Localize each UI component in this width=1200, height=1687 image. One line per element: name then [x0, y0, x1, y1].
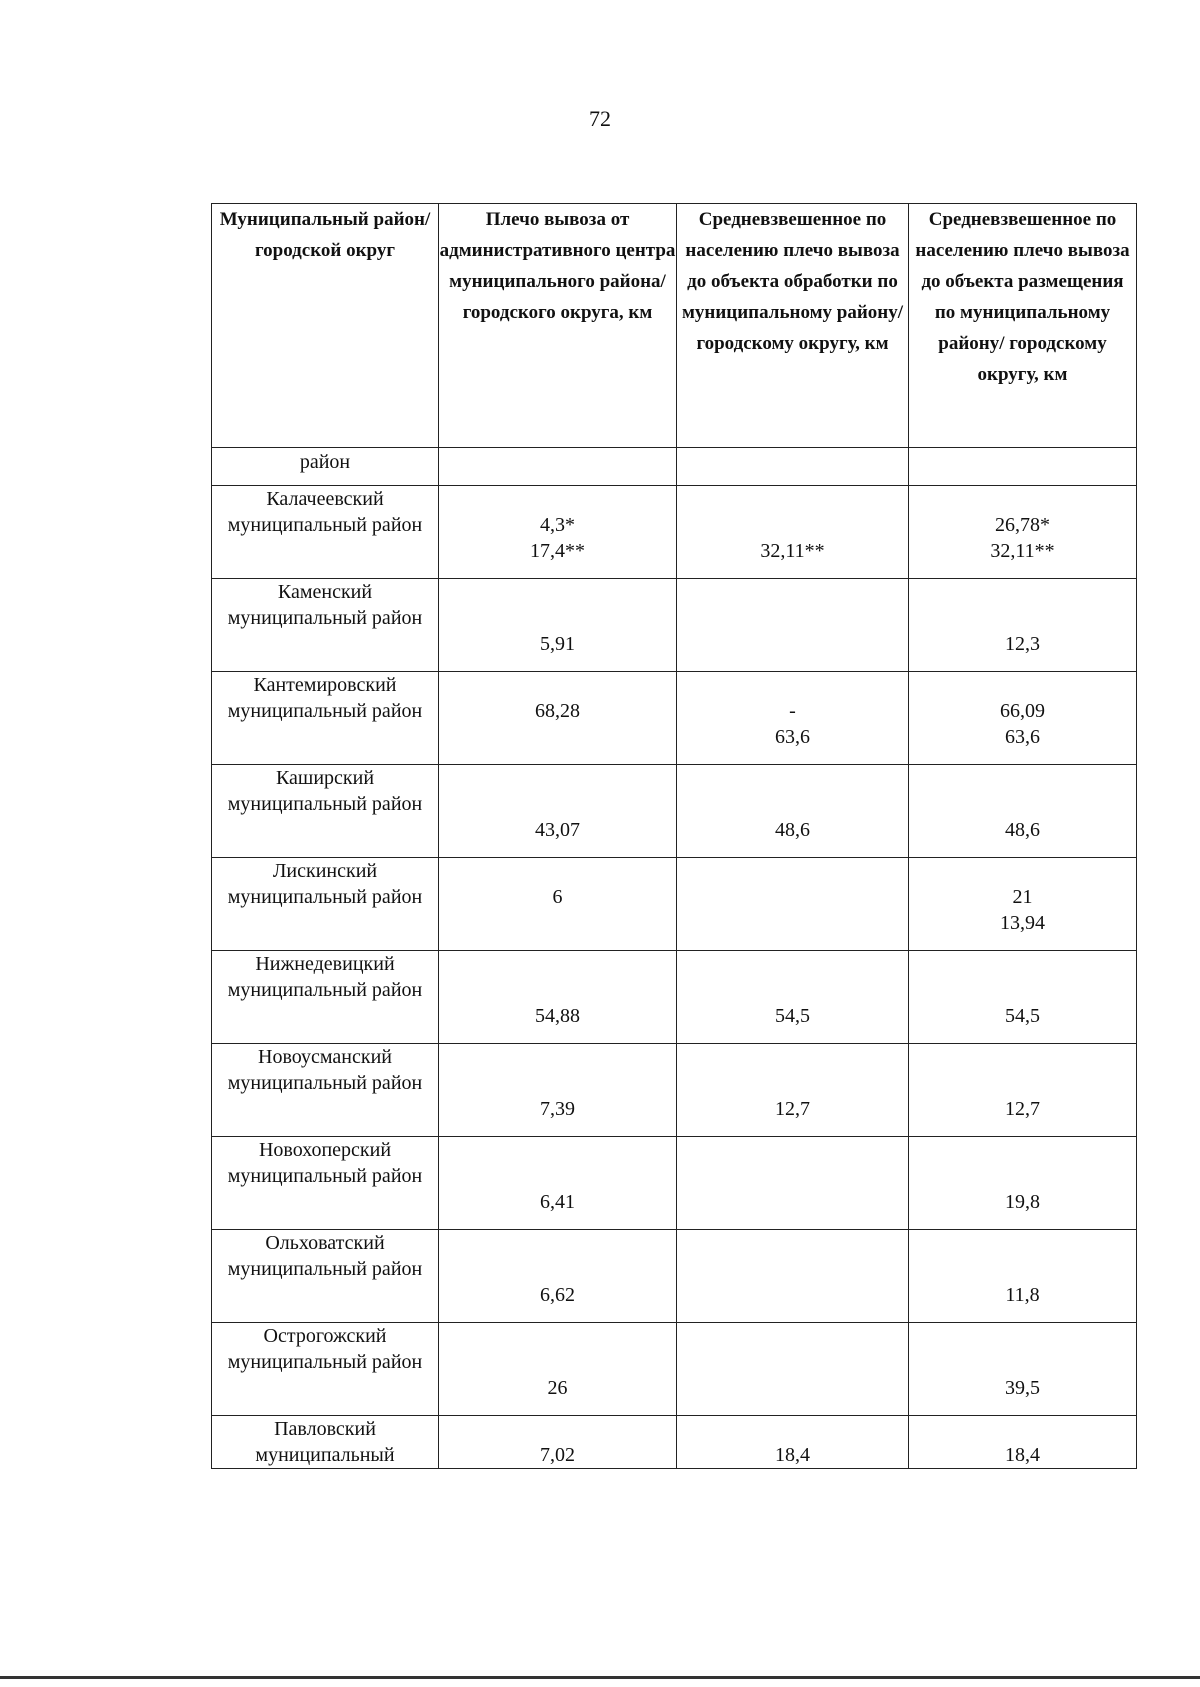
table-row [212, 1137, 1137, 1230]
processing-cell [677, 672, 909, 765]
table-row [212, 672, 1137, 765]
district-name: Лискинский муниципальный район [212, 858, 439, 951]
header-distance: Плечо вывоза от административного центра муниципального района/ городского округа, км [439, 204, 677, 448]
placement-cell [909, 1416, 1137, 1469]
processing-cell [677, 1230, 909, 1323]
distance-cell [439, 1416, 677, 1469]
table-row [212, 765, 1137, 858]
header-placement: Средневзвешенное по населению плечо вывоза до объекта размещения по муниципальному району/ городскому округу, км [909, 204, 1137, 448]
table-row [212, 579, 1137, 672]
processing-cell [677, 1416, 909, 1469]
distance-value: 26 [547, 1377, 568, 1399]
empty-cell [677, 448, 909, 486]
processing-cell [677, 858, 909, 951]
processing-value: 48,6 [775, 819, 810, 841]
district-name: Острогожский муниципальный район [212, 1323, 439, 1416]
placement-cell [909, 1323, 1137, 1416]
placement-cell [909, 951, 1137, 1044]
distance-value: 17,4** [530, 540, 585, 562]
distance-value: 6,62 [540, 1284, 575, 1306]
placement-cell [909, 672, 1137, 765]
distance-value: 4,3* [540, 514, 575, 536]
processing-cell [677, 1044, 909, 1137]
distance-cell [439, 1323, 677, 1416]
table-row [212, 1323, 1137, 1416]
processing-value: 54,5 [775, 1005, 810, 1027]
placement-cell [909, 858, 1137, 951]
table-row [212, 858, 1137, 951]
district-name: Новохоперский муниципальный район [212, 1137, 439, 1230]
placement-cell [909, 486, 1137, 579]
continuation-cell: район [212, 448, 439, 486]
distance-value: 7,02 [540, 1444, 575, 1466]
district-name: Новоусманский муниципальный район [212, 1044, 439, 1137]
distance-cell [439, 1044, 677, 1137]
distance-value: 7,39 [540, 1098, 575, 1120]
bottom-rule [0, 1676, 1200, 1679]
placement-value: 13,94 [1000, 912, 1045, 934]
processing-value: 18,4 [775, 1444, 810, 1466]
placement-value: 32,11** [990, 540, 1055, 562]
table-header-row [212, 204, 1137, 448]
table-row [212, 1416, 1137, 1469]
placement-value: 63,6 [1005, 726, 1040, 748]
empty-cell [439, 448, 677, 486]
placement-value: 11,8 [1005, 1284, 1040, 1306]
distance-cell [439, 951, 677, 1044]
distance-cell [439, 765, 677, 858]
placement-cell [909, 1230, 1137, 1323]
table-row [212, 486, 1137, 579]
distance-value: 5,91 [540, 633, 575, 655]
district-name: Ольховатский муниципальный район [212, 1230, 439, 1323]
processing-cell [677, 765, 909, 858]
distance-cell [439, 579, 677, 672]
placement-cell [909, 1137, 1137, 1230]
placement-value: 66,09 [1000, 700, 1045, 722]
distance-value: 6,41 [540, 1191, 575, 1213]
processing-value: 12,7 [775, 1098, 810, 1120]
placement-value: 19,8 [1005, 1191, 1040, 1213]
district-name: Кантемировский муниципальный район [212, 672, 439, 765]
processing-value: 32,11** [760, 540, 825, 562]
district-name: Павловский муниципальный [212, 1416, 439, 1469]
placement-value: 54,5 [1005, 1005, 1040, 1027]
table-row [212, 1230, 1137, 1323]
distance-value: 54,88 [535, 1005, 580, 1027]
placement-cell [909, 1044, 1137, 1137]
page-number: 72 [589, 106, 611, 131]
district-name: Каширский муниципальный район [212, 765, 439, 858]
placement-value: 21 [1012, 886, 1033, 908]
distance-cell [439, 486, 677, 579]
district-name: Каменский муниципальный район [212, 579, 439, 672]
processing-cell [677, 486, 909, 579]
processing-cell [677, 1323, 909, 1416]
distance-cell [439, 1230, 677, 1323]
distance-value: 43,07 [535, 819, 580, 841]
distance-cell [439, 672, 677, 765]
header-processing: Средневзвешенное по населению плечо вывоза до объекта обработки по муниципальному району/ городскому округу, км [677, 204, 909, 448]
placement-value: 12,3 [1005, 633, 1040, 655]
district-name: Калачеевский муниципальный район [212, 486, 439, 579]
placement-value: 18,4 [1005, 1444, 1040, 1466]
table-row [212, 1044, 1137, 1137]
placement-cell [909, 765, 1137, 858]
distance-value: 6 [552, 886, 563, 908]
placement-value: 26,78* [995, 514, 1050, 536]
district-name: Нижнедевицкий муниципальный район [212, 951, 439, 1044]
placement-value: 39,5 [1005, 1377, 1040, 1399]
processing-cell [677, 951, 909, 1044]
placement-cell [909, 579, 1137, 672]
placement-value: 48,6 [1005, 819, 1040, 841]
distance-cell [439, 1137, 677, 1230]
continuation-row [212, 448, 1137, 486]
distance-cell [439, 858, 677, 951]
distance-table [211, 203, 1137, 1469]
processing-cell [677, 579, 909, 672]
processing-cell [677, 1137, 909, 1230]
processing-value: 63,6 [775, 726, 810, 748]
table-row [212, 951, 1137, 1044]
empty-cell [909, 448, 1137, 486]
processing-value: - [789, 700, 796, 722]
header-name: Муниципальный район/ городской округ [212, 204, 439, 448]
placement-value: 12,7 [1005, 1098, 1040, 1120]
distance-value: 68,28 [535, 700, 580, 722]
